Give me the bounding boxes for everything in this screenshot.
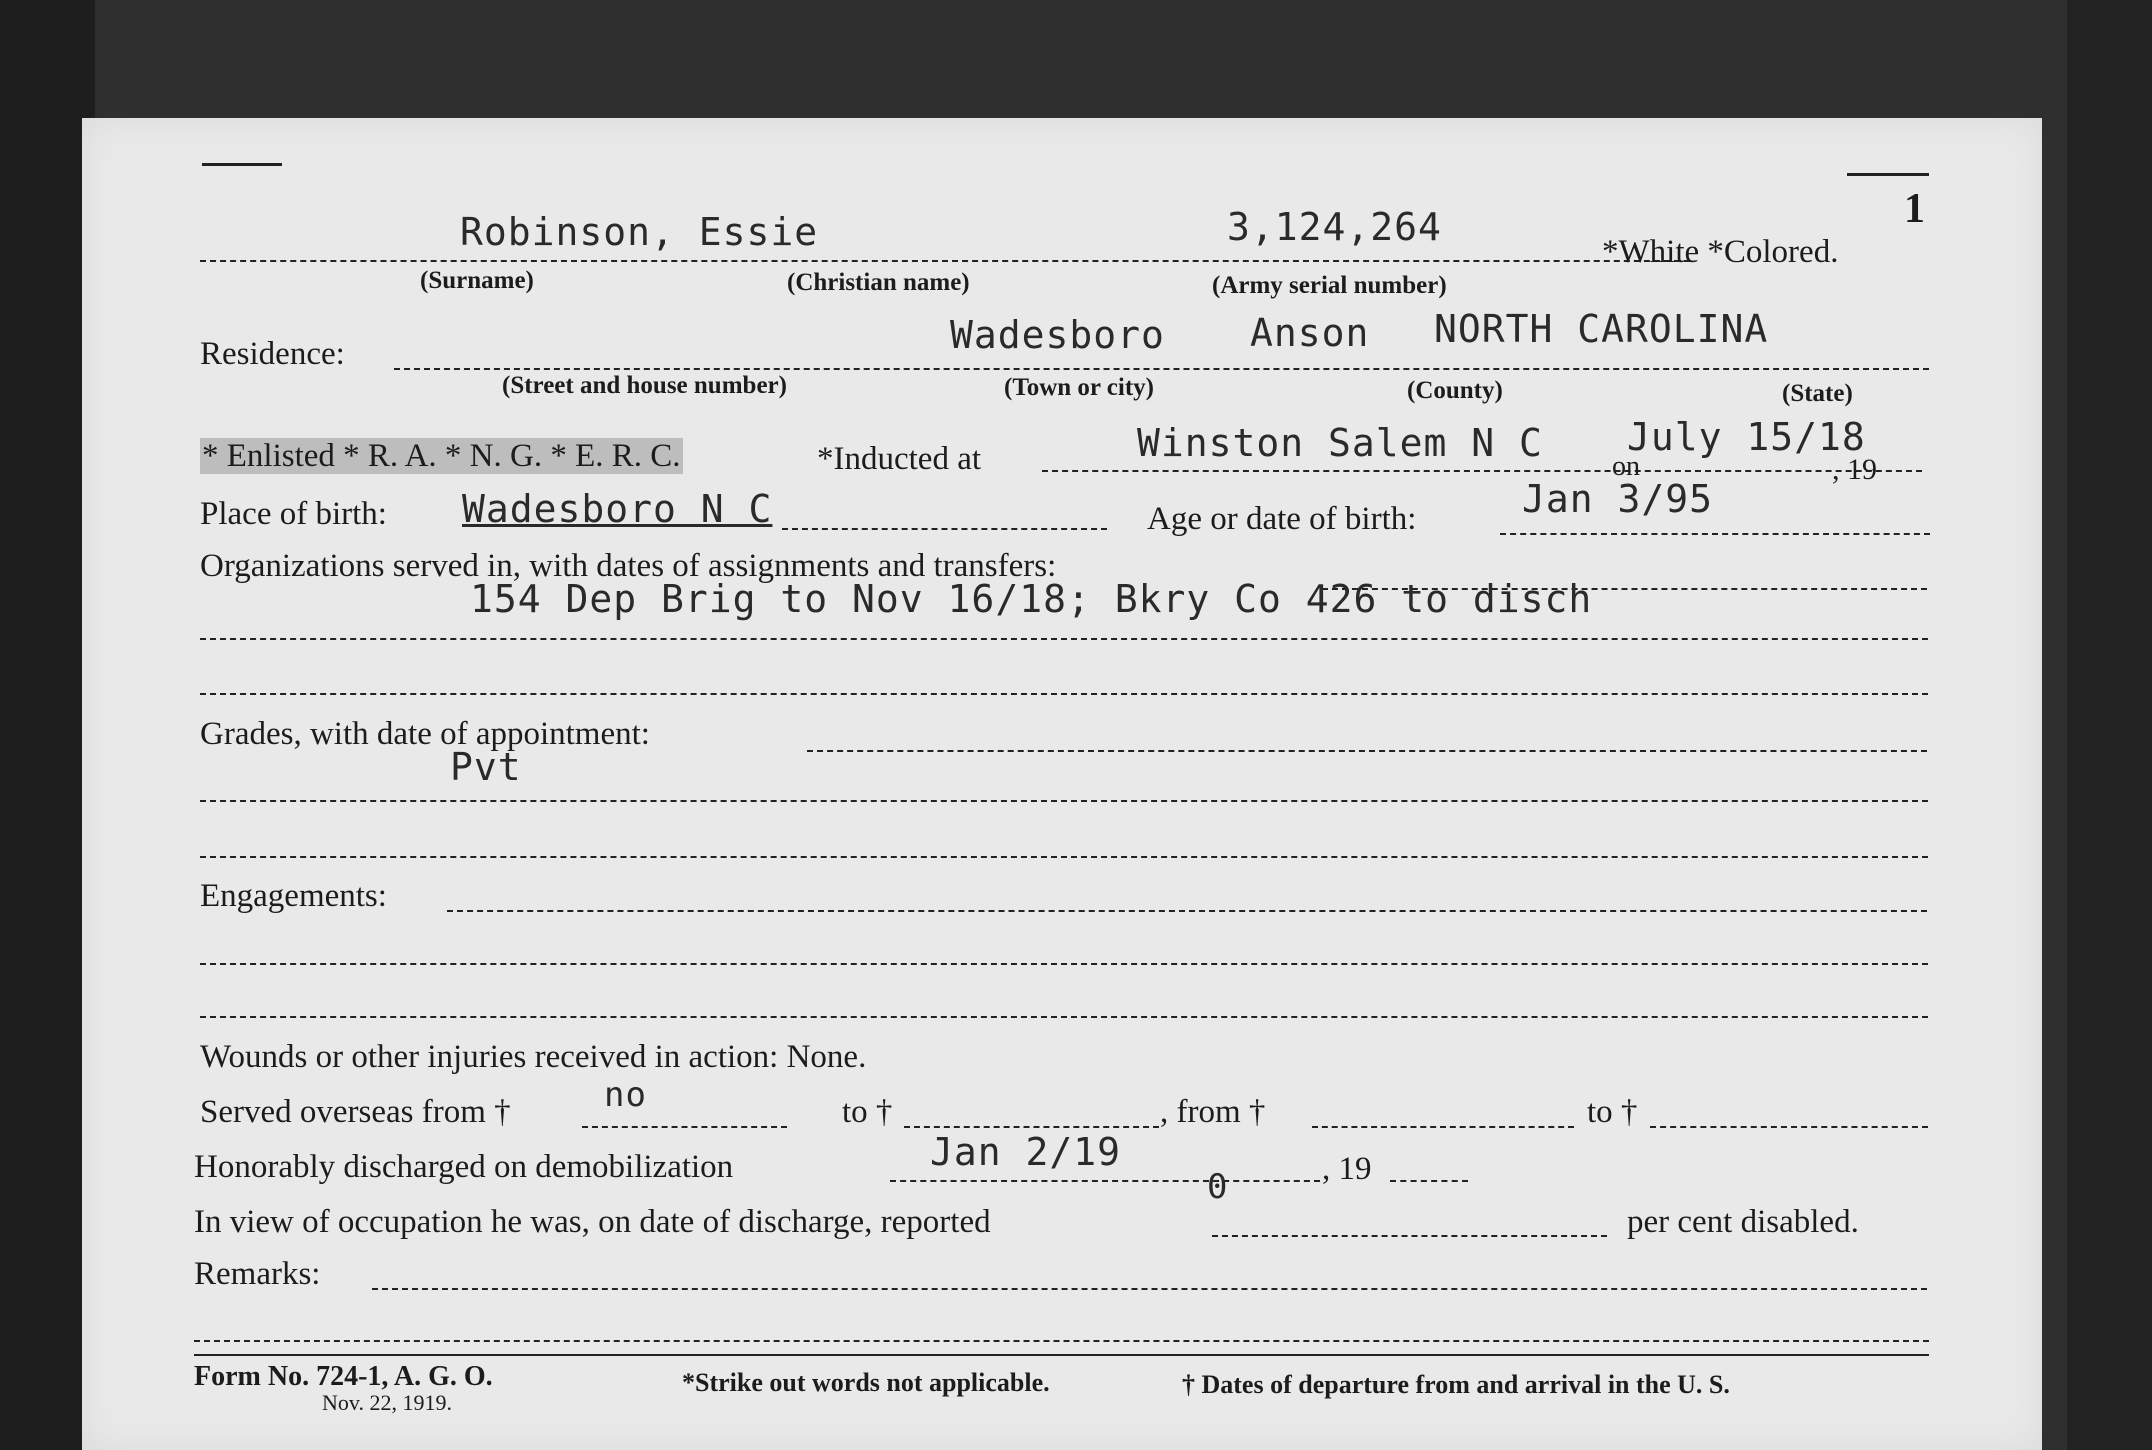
grades-label: Grades, with date of appointment:	[200, 716, 650, 752]
grades-line-3	[200, 856, 1928, 858]
enlisted-options-text: * Enlisted * R. A. * N. G. * E. R. C.	[202, 438, 681, 474]
inducted-date: July 15/18	[1627, 415, 1866, 459]
grades-value: Pvt	[450, 745, 522, 789]
serial-number-value: 3,124,264	[1227, 205, 1442, 249]
organizations-line-2	[200, 638, 1928, 640]
dates-note: † Dates of departure from and arrival in the U. S.	[1182, 1370, 1730, 1399]
on-label: on	[1612, 451, 1640, 482]
engagements-line-1	[447, 910, 1927, 912]
birth-date-label: Age or date of birth:	[1147, 501, 1417, 537]
engagements-label: Engagements:	[200, 878, 387, 914]
enlisted-options	[200, 440, 683, 473]
birth-date-line	[1500, 533, 1930, 535]
remarks-line-1	[372, 1288, 1927, 1290]
county-caption: (County)	[1407, 377, 1503, 404]
birth-place-label: Place of birth:	[200, 496, 387, 532]
army-serial-caption: (Army serial number)	[1212, 272, 1447, 299]
scan-border-right	[2067, 0, 2152, 1450]
discharge-date: Jan 2/19	[930, 1130, 1122, 1174]
overseas-value: no	[604, 1075, 647, 1115]
overseas-from-line	[582, 1126, 787, 1128]
name-line	[200, 260, 1690, 262]
remarks-label: Remarks:	[194, 1256, 321, 1292]
surname-caption: (Surname)	[420, 267, 534, 294]
disability-line	[1212, 1235, 1607, 1237]
residence-line	[394, 368, 1929, 370]
residence-county: Anson	[1250, 311, 1370, 355]
birth-date-value: Jan 3/95	[1522, 477, 1714, 521]
residence-town: Wadesboro	[950, 313, 1165, 357]
form-number: Form No. 724-1, A. G. O.	[194, 1361, 493, 1392]
organizations-line-3	[200, 693, 1928, 695]
overseas-label: Served overseas from †	[200, 1094, 511, 1130]
disability-suffix: per cent disabled.	[1627, 1204, 1859, 1240]
top-left-rule	[202, 163, 282, 166]
residence-state: NORTH CAROLINA	[1434, 307, 1769, 351]
overseas-to-label-2: to †	[1587, 1094, 1638, 1130]
town-caption: (Town or city)	[1004, 374, 1154, 401]
scan-border-left	[0, 0, 95, 1450]
footer-rule	[194, 1354, 1929, 1356]
birth-place-line	[782, 528, 1107, 530]
overseas-to-line-2	[1650, 1126, 1928, 1128]
street-caption: (Street and house number)	[502, 372, 787, 399]
discharge-year-line	[1390, 1180, 1468, 1182]
remarks-line-2	[194, 1340, 1929, 1342]
inducted-label: *Inducted at	[817, 441, 982, 477]
overseas-from-label: , from †	[1160, 1094, 1266, 1130]
disability-value: 0	[1207, 1167, 1229, 1207]
disability-label: In view of occupation he was, on date of discharge, reported	[194, 1204, 991, 1240]
page-number: 1	[1904, 186, 1925, 232]
residence-label: Residence:	[200, 336, 345, 372]
name-value: Robinson, Essie	[460, 210, 819, 254]
discharge-year: , 19	[1322, 1151, 1372, 1187]
state-caption: (State)	[1782, 380, 1853, 407]
grades-line-2	[200, 800, 1928, 802]
birth-place-value: Wadesboro N C	[462, 487, 773, 531]
discharge-line	[890, 1180, 1320, 1182]
overseas-to-label: to †	[842, 1094, 893, 1130]
engagements-line-3	[200, 1016, 1928, 1018]
discharge-label: Honorably discharged on demobilization	[194, 1149, 734, 1185]
race-options: *White *Colored.	[1602, 234, 1839, 270]
inducted-year: , 19	[1832, 453, 1877, 486]
service-record-card	[82, 118, 2042, 1450]
inducted-place: Winston Salem N C	[1137, 421, 1543, 465]
top-right-rule	[1847, 173, 1929, 176]
organizations-value: 154 Dep Brig to Nov 16/18; Bkry Co 426 to disch	[470, 577, 1593, 621]
christian-name-caption: (Christian name)	[787, 269, 970, 296]
inducted-line	[1042, 470, 1922, 472]
organizations-label: Organizations served in, with dates of assignments and transfers:	[200, 548, 1057, 584]
form-date: Nov. 22, 1919.	[322, 1390, 452, 1415]
wounds-label: Wounds or other injuries received in action: None.	[200, 1039, 867, 1075]
overseas-from-line-2	[1312, 1126, 1574, 1128]
strike-note: *Strike out words not applicable.	[682, 1368, 1050, 1397]
grades-line-1	[807, 750, 1927, 752]
engagements-line-2	[200, 963, 1928, 965]
overseas-to-line	[904, 1126, 1159, 1128]
